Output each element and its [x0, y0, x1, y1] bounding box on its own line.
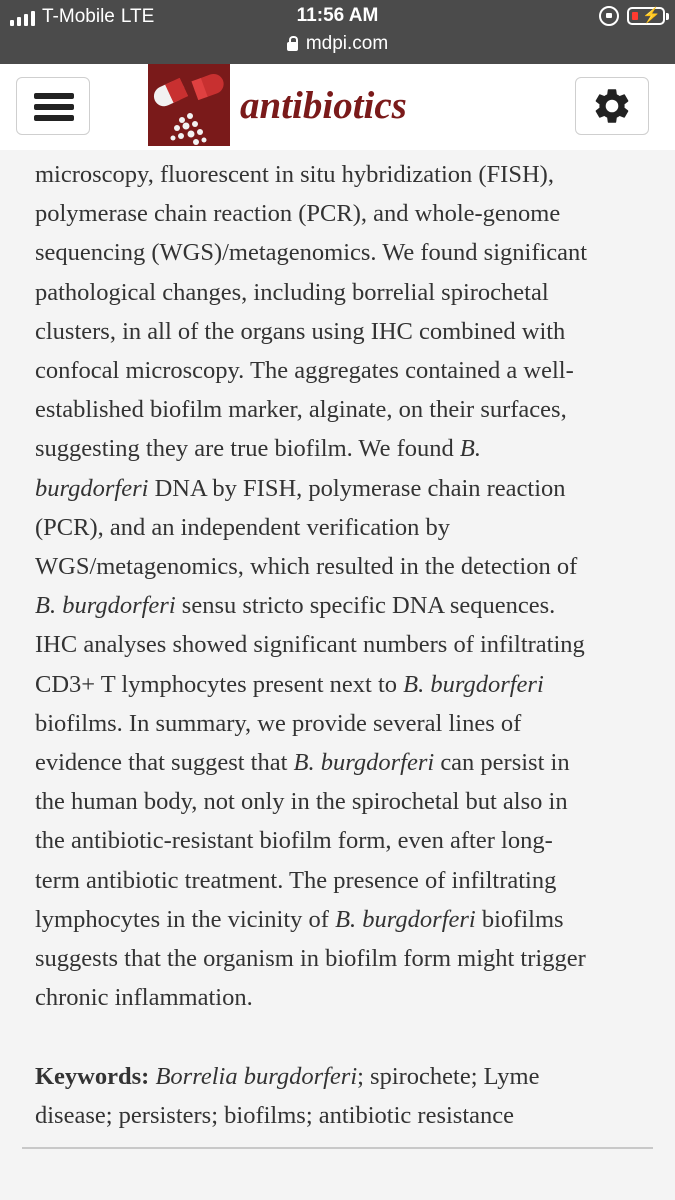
text-segment: biofilms: [475, 905, 564, 933]
abstract-line: [35, 547, 650, 586]
abstract-line: [35, 312, 650, 351]
rotation-lock-icon: [599, 6, 619, 26]
gear-icon: [591, 85, 633, 127]
text-segment: clusters, in all of the organs using IHC combined with: [35, 317, 566, 345]
address-bar[interactable]: [0, 33, 675, 55]
italic-text: B.: [459, 435, 481, 463]
abstract-line: [35, 665, 650, 704]
text-segment: IHC analyses showed significant numbers of infiltrating: [35, 631, 585, 659]
abstract-line: [35, 586, 650, 625]
status-time: 11:56 AM: [296, 5, 379, 26]
text-segment: sequencing (WGS)/metagenomics. We found significant: [35, 239, 588, 267]
battery-level: [632, 12, 638, 20]
abstract-line: [35, 194, 650, 233]
keywords-line: [35, 1057, 650, 1096]
keywords-label: Keywords:: [35, 1063, 150, 1090]
italic-text: B. burgdorferi: [293, 749, 435, 777]
abstract-line: [35, 939, 650, 978]
menu-button[interactable]: [16, 77, 90, 135]
charging-bolt-icon: ⚡: [642, 7, 661, 24]
text-segment: microscopy, fluorescent in situ hybridization (FISH),: [35, 161, 554, 188]
abstract-text: [35, 155, 650, 1017]
network-type: LTE: [120, 6, 155, 27]
text-segment: chronic inflammation.: [35, 984, 253, 1012]
abstract-line: [35, 273, 650, 312]
status-bar: [0, 0, 675, 64]
text-segment: polymerase chain reaction (PCR), and whole-genome: [35, 200, 561, 228]
abstract-line: [35, 743, 650, 782]
abstract-line: [35, 900, 650, 939]
keyword-italic: Borrelia burgdorferi: [155, 1063, 358, 1090]
settings-button[interactable]: [575, 77, 649, 135]
text-segment: the human body, not only in the spirochetal but also in: [35, 788, 568, 816]
text-segment: DNA by FISH, polymerase chain reaction: [148, 474, 566, 502]
battery-icon: [627, 7, 665, 25]
text-segment: suggesting they are true biofilm. We found: [35, 435, 460, 463]
text-segment: established biofilm marker, alginate, on their surfaces,: [35, 396, 567, 424]
italic-text: B. burgdorferi: [335, 905, 476, 933]
site-header: [0, 64, 675, 150]
abstract-line: [35, 821, 650, 860]
abstract-line: [35, 390, 650, 429]
hamburger-menu-icon: [34, 93, 74, 99]
text-segment: lymphocytes in the vicinity of: [35, 905, 336, 933]
divider: [22, 1147, 653, 1149]
text-segment: disease; persisters; biofilms; antibiotic resistance: [35, 1102, 514, 1129]
keywords-section: [35, 1057, 650, 1135]
italic-text: burgdorferi: [35, 474, 149, 502]
text-segment: the antibiotic-resistant biofilm form, even after long-: [35, 827, 553, 855]
abstract-line: [35, 469, 650, 508]
abstract-line: [35, 508, 650, 547]
abstract-line: [35, 704, 650, 743]
text-segment: CD3+ T lymphocytes present next to: [35, 670, 404, 698]
capsule-logo-icon: [148, 64, 230, 146]
hamburger-menu-bar: [34, 104, 74, 110]
italic-text: B. burgdorferi: [403, 670, 544, 698]
text-segment: evidence that suggest that: [35, 749, 294, 777]
text-segment: sensu stricto specific DNA sequences.: [175, 592, 556, 620]
keywords-line: [35, 1096, 650, 1135]
abstract-line: [35, 861, 650, 900]
italic-text: B. burgdorferi: [35, 592, 176, 620]
text-segment: biofilms. In summary, we provide several lines of: [35, 709, 522, 737]
carrier-name: T-Mobile: [42, 6, 115, 27]
keyword-text: ; spirochete; Lyme: [357, 1063, 540, 1090]
text-segment: suggests that the organism in biofilm form might trigger: [35, 945, 586, 973]
text-segment: (PCR), and an independent verification by: [35, 513, 451, 541]
abstract-line: [35, 625, 650, 664]
text-segment: confocal microscopy. The aggregates contained a well-: [35, 357, 574, 385]
hamburger-menu-bar: [34, 115, 74, 121]
text-segment: pathological changes, including borrelial spirochetal: [35, 278, 549, 306]
text-segment: can persist in: [434, 749, 570, 777]
status-right: [599, 6, 665, 26]
lock-icon: [287, 42, 298, 51]
logo-text: antibiotics: [240, 83, 407, 127]
abstract-line: [35, 429, 650, 468]
abstract-line: [35, 978, 650, 1017]
text-segment: WGS/metagenomics, which resulted in the detection of: [35, 553, 578, 581]
abstract-line: [35, 782, 650, 821]
abstract-line: [35, 351, 650, 390]
url-text: mdpi.com: [305, 33, 389, 54]
abstract-line: [35, 155, 650, 194]
journal-logo[interactable]: [148, 64, 407, 146]
abstract-line: [35, 233, 650, 272]
text-segment: term antibiotic treatment. The presence of infiltrating: [35, 866, 557, 894]
